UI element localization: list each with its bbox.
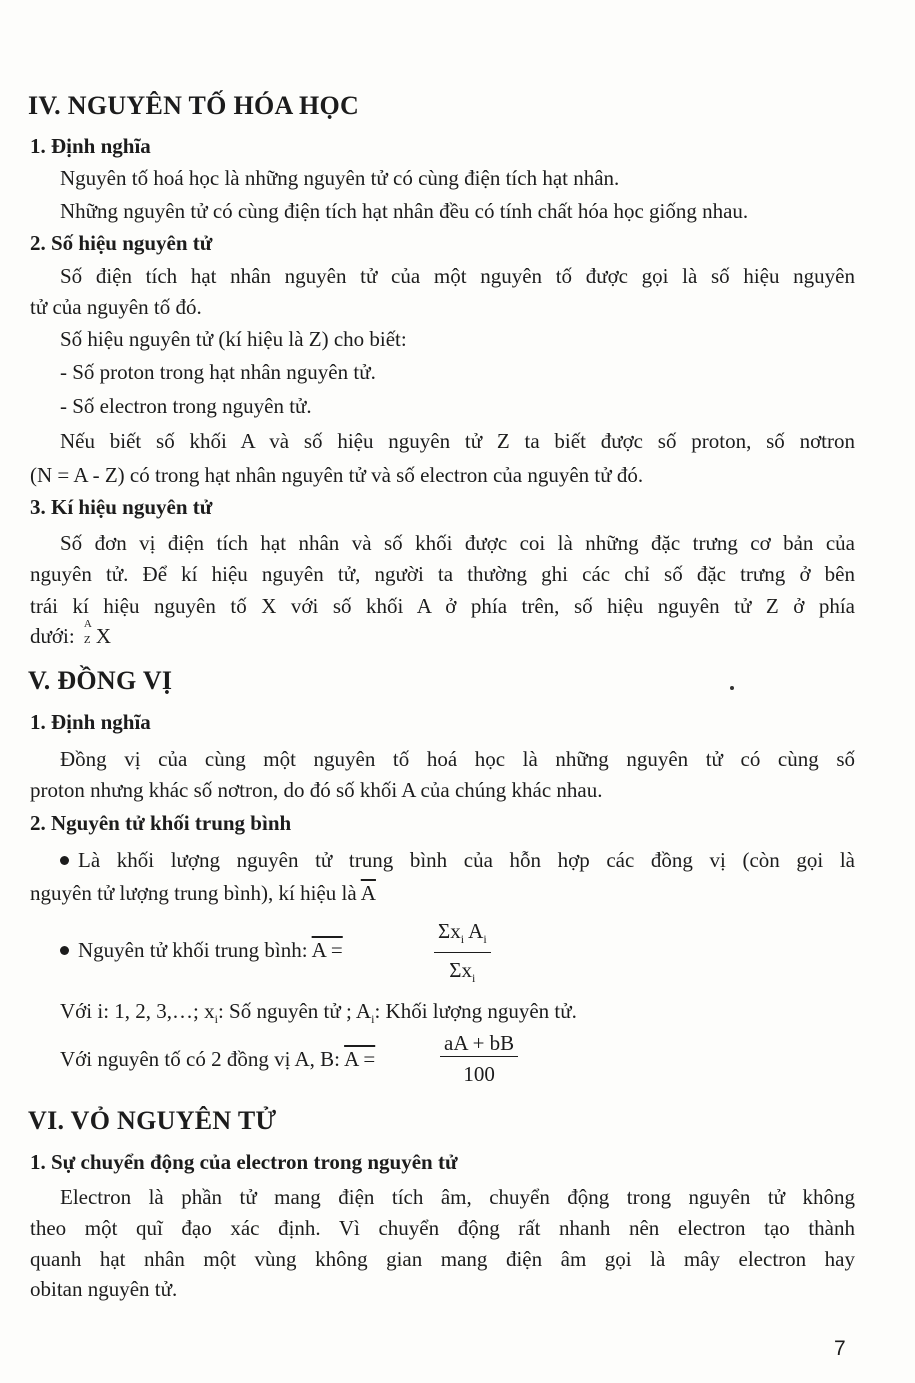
index-sub: i — [371, 1012, 375, 1027]
index-sub: i — [483, 932, 487, 947]
bullet-text: Nguyên tử khối trung bình: — [78, 938, 308, 962]
paragraph — [60, 996, 577, 1034]
denominator-sum: Σx — [449, 958, 473, 983]
paragraph-text: Với i: 1, 2, 3,…; x — [60, 999, 215, 1023]
bullet-icon — [60, 856, 69, 865]
section-v-heading-1: 1. Định nghĩa — [30, 710, 151, 734]
mass-number: A — [83, 618, 92, 630]
paragraph: trái kí hiệu nguyên tố X với số khối A ở phía trên, số hiệu nguyên tử Z ở phía — [30, 594, 855, 618]
paragraph — [30, 878, 376, 908]
section-vi-title: VI. VỎ NGUYÊN TỬ — [28, 1106, 277, 1135]
formula-lhs: A = — [344, 1047, 376, 1071]
paragraph-text: dưới: — [30, 624, 75, 648]
formula-numerator: aA + bB — [440, 1030, 518, 1057]
section-v-title: V. ĐỒNG VỊ — [28, 666, 173, 695]
paragraph: Electron là phần tử mang điện tích âm, chuyển động trong nguyên tử không — [60, 1185, 855, 1209]
paragraph: Đồng vị của cùng một nguyên tố hoá học là những nguyên tử có cùng số — [60, 747, 855, 771]
paragraph: (N = A - Z) có trong hạt nhân nguyên tử và số electron của nguyên tử đó. — [30, 463, 644, 487]
average-mass-symbol: $\overline{A}$ — [360, 881, 376, 905]
section-vi-heading-1: 1. Sự chuyển động của electron trong nguyên tử — [30, 1150, 458, 1174]
section-iv-heading-3: 3. Kí hiệu nguyên tử — [30, 495, 213, 519]
paragraph: Số hiệu nguyên tử (kí hiệu là Z) cho biết: — [60, 327, 407, 351]
list-item: - Số electron trong nguyên tử. — [60, 394, 312, 418]
numerator-sum: Σx — [438, 919, 461, 943]
paragraph-text: : Số nguyên tử ; A — [217, 999, 372, 1023]
paragraph-text: nguyên tử lượng trung bình), kí hiệu là — [30, 881, 357, 905]
paragraph: tử của nguyên tố đó. — [30, 295, 202, 319]
paragraph: obitan nguyên tử. — [30, 1277, 178, 1301]
paragraph — [60, 1044, 375, 1074]
section-v-heading-2: 2. Nguyên tử khối trung bình — [30, 811, 292, 835]
paragraph: theo một quĩ đạo xác định. Vì chuyển động rất nhanh nên electron tạo thành — [30, 1216, 855, 1240]
bullet-icon — [60, 946, 69, 955]
paragraph: Số điện tích hạt nhân nguyên tử của một nguyên tố được gọi là số hiệu nguyên — [60, 264, 855, 288]
nuclide-symbol — [80, 618, 96, 646]
list-item: - Số proton trong hạt nhân nguyên tử. — [60, 360, 376, 384]
paragraph: Nếu biết số khối A và số hiệu nguyên tử Z ta biết được số proton, số nơtron — [60, 429, 855, 453]
paragraph: quanh hạt nhân một vùng không gian mang điện âm gọi là mây electron hay — [30, 1247, 855, 1271]
print-speck — [730, 686, 734, 690]
index-sub: i — [214, 1012, 218, 1027]
bullet-paragraph — [60, 845, 855, 875]
average-mass-formula — [434, 918, 491, 991]
paragraph: proton nhưng khác số nơtron, do đó số khối A của chúng khác nhau. — [30, 778, 603, 802]
section-iv-heading-2: 2. Số hiệu nguyên tử — [30, 231, 213, 255]
page-number: 7 — [834, 1337, 846, 1360]
index-sub: i — [472, 971, 476, 986]
paragraph — [30, 618, 112, 651]
section-iv-title: IV. NGUYÊN TỐ HÓA HỌC — [28, 91, 360, 120]
paragraph-text: : Khối lượng nguyên tử. — [374, 999, 577, 1023]
formula-denominator — [434, 953, 491, 991]
numerator-mass: A — [464, 919, 484, 943]
paragraph: Số đơn vị điện tích hạt nhân và số khối được coi là những đặc trưng cơ bản của — [60, 531, 855, 555]
bullet-paragraph — [60, 935, 343, 965]
index-sub: i — [460, 932, 465, 947]
formula-lhs: A = — [311, 938, 343, 962]
two-isotope-formula — [440, 1030, 518, 1087]
paragraph: Nguyên tố hoá học là những nguyên tử có cùng điện tích hạt nhân. — [60, 166, 620, 190]
formula-denominator: 100 — [463, 1062, 495, 1086]
paragraph: nguyên tử. Để kí hiệu nguyên tử, người ta thường ghi các chỉ số đặc trưng ở bên — [30, 562, 855, 586]
atomic-number: Z — [83, 634, 91, 646]
element-symbol: X — [95, 624, 112, 648]
formula-numerator — [434, 918, 491, 953]
paragraph: Những nguyên tử có cùng điện tích hạt nhân đều có tính chất hóa học giống nhau. — [60, 199, 749, 223]
section-iv-heading-1: 1. Định nghĩa — [30, 134, 151, 158]
bullet-text: Là khối lượng nguyên tử trung bình của hỗn hợp các đồng vị (còn gọi là — [78, 848, 855, 872]
paragraph-text: Với nguyên tố có 2 đồng vị A, B: — [60, 1047, 341, 1071]
